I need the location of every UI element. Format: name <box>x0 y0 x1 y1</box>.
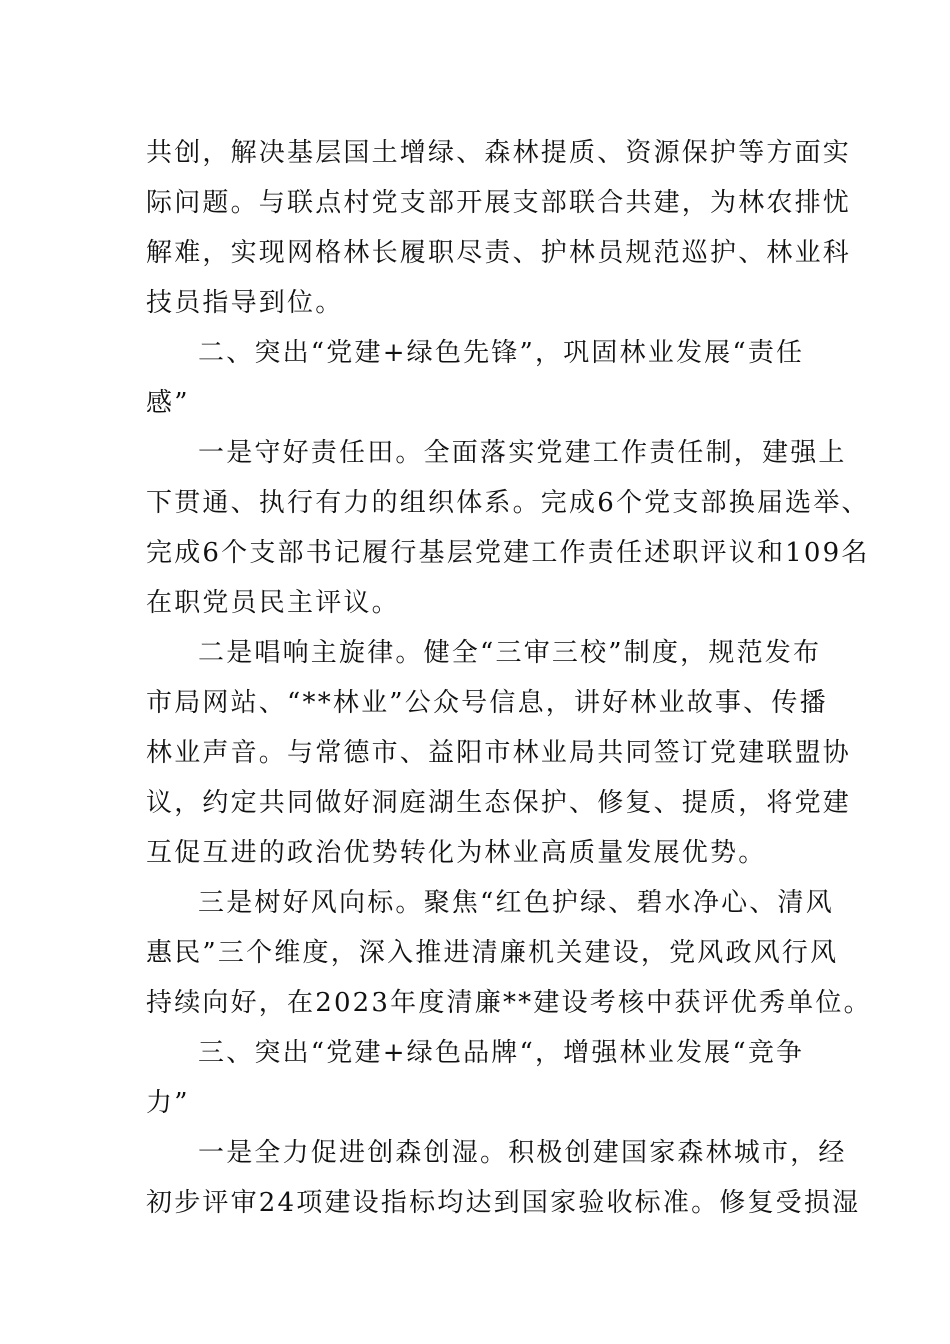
paragraph <box>146 878 872 1028</box>
section-heading <box>146 1028 806 1128</box>
text-line: 三、突出“党建+绿色品牌“，增强林业发展“竞争 <box>198 1038 805 1068</box>
text-line: 林业声音。与常德市、益阳市林业局共同签订党建联盟协 <box>146 738 852 768</box>
section-heading <box>146 328 806 428</box>
text-line: 完成6个支部书记履行基层党建工作责任述职评议和109名 <box>146 538 870 568</box>
text-line: 议，约定共同做好洞庭湖生态保护、修复、提质，将党建 <box>146 788 852 818</box>
text-line: 一是全力促进创森创湿。积极创建国家森林城市，经 <box>198 1138 847 1168</box>
text-line: 三是树好风向标。聚焦“红色护绿、碧水净心、清风 <box>198 888 834 918</box>
text-line: 初步评审24项建设指标均达到国家验收标准。修复受损湿 <box>146 1188 861 1218</box>
paragraph <box>146 428 870 628</box>
document-body <box>146 128 872 1228</box>
paragraph <box>146 1128 861 1228</box>
text-line: 技员指导到位。 <box>146 288 344 318</box>
text-line: 在职党员民主评议。 <box>146 588 400 618</box>
text-line: 感” <box>146 388 190 418</box>
text-line: 一是守好责任田。全面落实党建工作责任制，建强上 <box>198 438 847 468</box>
text-line: 市局网站、“**林业”公众号信息，讲好林业故事、传播 <box>146 688 828 718</box>
text-line: 际问题。与联点村党支部开展支部联合共建，为林农排忧 <box>146 188 852 218</box>
text-line: 下贯通、执行有力的组织体系。完成6个党支部换届选举、 <box>146 488 870 518</box>
paragraph <box>146 128 852 328</box>
text-line: 解难，实现网格林长履职尽责、护林员规范巡护、林业科 <box>146 238 852 268</box>
text-line: 共创，解决基层国土增绿、森林提质、资源保护等方面实 <box>146 138 852 168</box>
text-line: 互促互进的政治优势转化为林业高质量发展优势。 <box>146 838 767 868</box>
text-line: 二、突出“党建+绿色先锋”，巩固林业发展“责任 <box>198 338 805 368</box>
text-line: 持续向好，在2023年度清廉**建设考核中获评优秀单位。 <box>146 988 872 1018</box>
text-line: 力” <box>146 1088 190 1118</box>
text-line: 惠民”三个维度，深入推进清廉机关建设，党风政风行风 <box>146 938 839 968</box>
paragraph <box>146 628 852 878</box>
text-line: 二是唱响主旋律。健全“三审三校”制度，规范发布 <box>198 638 822 668</box>
